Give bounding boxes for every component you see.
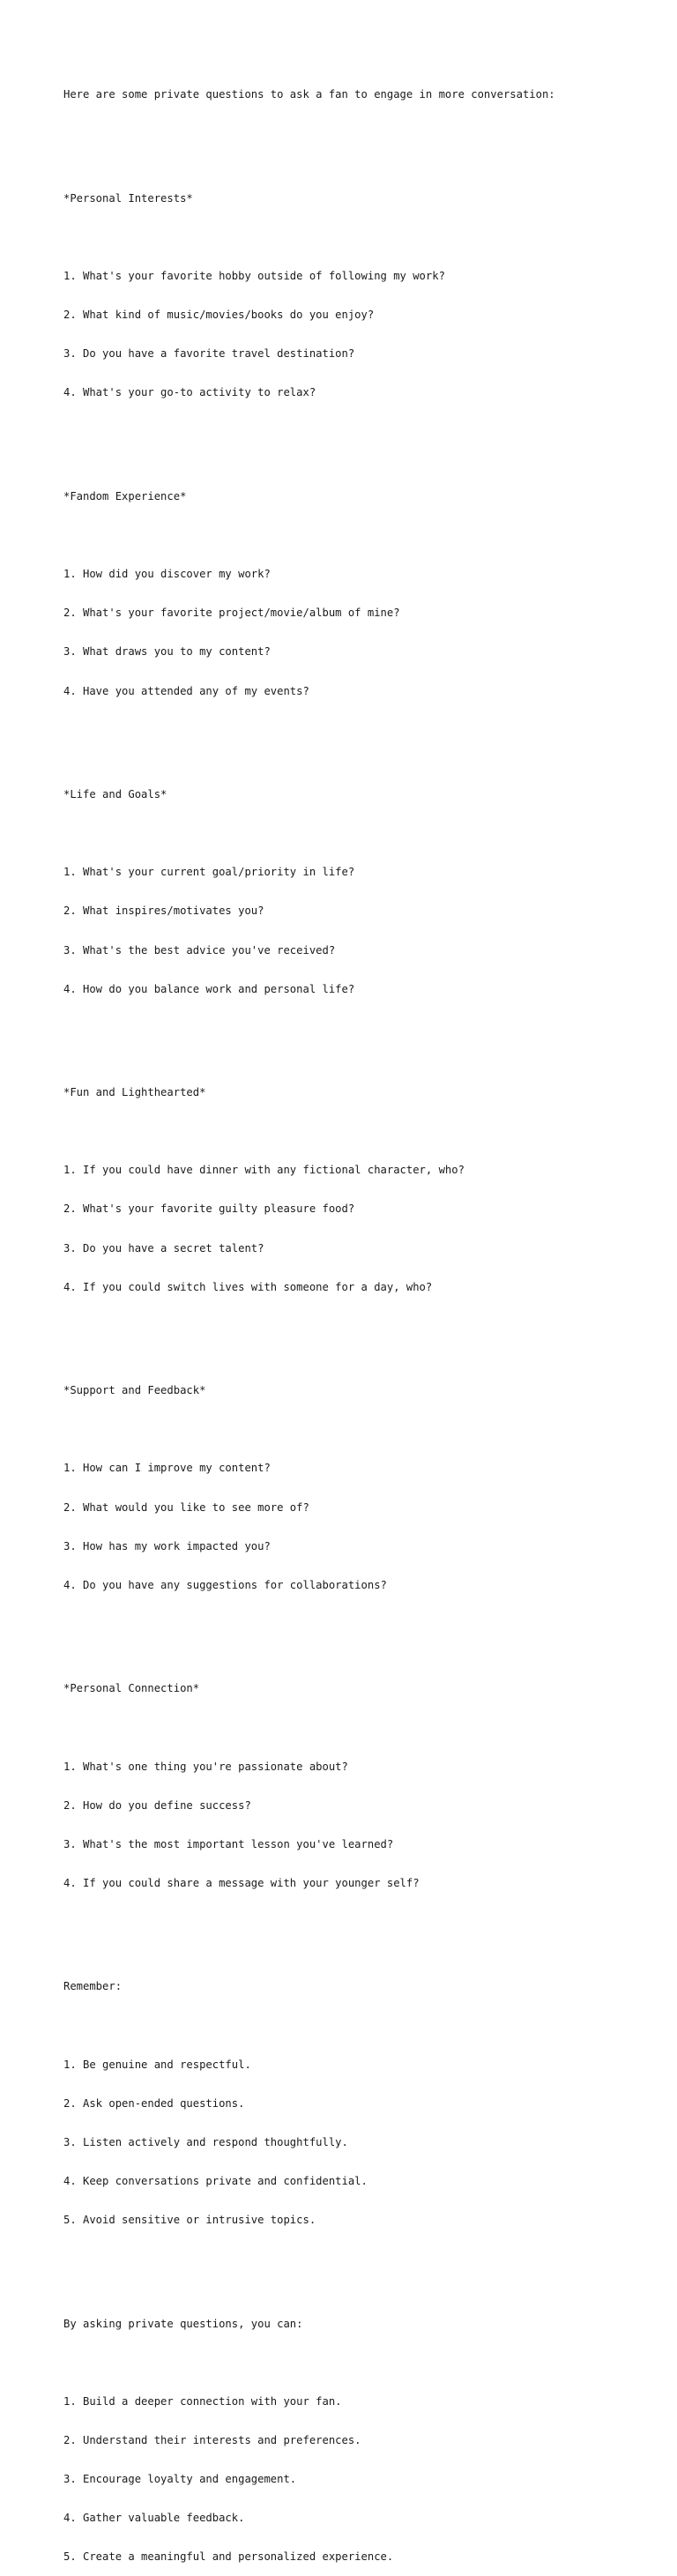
spacer bbox=[63, 827, 663, 840]
section-heading-personal-interests: *Personal Interests* bbox=[63, 192, 193, 205]
list-item: 4. If you could share a message with your younger self? bbox=[63, 1876, 420, 1889]
section-heading-support-and-feedback: *Support and Feedback* bbox=[63, 1384, 206, 1397]
list-item: 1. Build a deeper connection with your fan. bbox=[63, 2394, 342, 2408]
spacer bbox=[63, 1423, 663, 1436]
list-item: 2. How do you define success? bbox=[63, 1798, 251, 1812]
section-heading-fun-and-lighthearted: *Fun and Lighthearted* bbox=[63, 1086, 206, 1099]
list-item: 1. If you could have dinner with any fictional character, who? bbox=[63, 1164, 465, 1177]
list-item: 3. What's the best advice you've received? bbox=[63, 943, 336, 957]
spacer bbox=[63, 1618, 663, 1631]
list-item: 1. What's your favorite hobby outside of following my work? bbox=[63, 270, 445, 283]
spacer bbox=[63, 2252, 663, 2266]
list-item: 2. Understand their interests and preferences. bbox=[63, 2433, 361, 2446]
list-item: 4. If you could switch lives with someone for a day, who? bbox=[63, 1280, 433, 1293]
spacer bbox=[63, 231, 663, 244]
list-item: 3. Listen actively and respond thoughtfully. bbox=[63, 2135, 348, 2148]
list-item: 3. Encourage loyalty and engagement. bbox=[63, 2472, 297, 2485]
list-item: 2. What inspires/motivates you? bbox=[63, 905, 264, 918]
list-item: 3. What's the most important lesson you've learned? bbox=[63, 1837, 394, 1850]
list-item: 4. Gather valuable feedback. bbox=[63, 2512, 245, 2524]
spacer bbox=[63, 1320, 663, 1333]
section-heading-remember: Remember: bbox=[63, 1980, 123, 1993]
list-item: 3. Do you have a favorite travel destination? bbox=[63, 347, 355, 361]
list-item: 5. Avoid sensitive or intrusive topics. bbox=[63, 2213, 316, 2226]
list-item: 3. How has my work impacted you? bbox=[63, 1539, 271, 1552]
list-item: 4. What's your go-to activity to relax? bbox=[63, 386, 316, 399]
list-item: 4. How do you balance work and personal life? bbox=[63, 982, 355, 995]
list-item: 1. What's your current goal/priority in life? bbox=[63, 866, 355, 879]
list-item: 1. Be genuine and respectful. bbox=[63, 2058, 251, 2071]
section-heading-benefits: By asking private questions, you can: bbox=[63, 2317, 303, 2330]
section-heading-personal-connection: *Personal Connection* bbox=[63, 1682, 200, 1695]
spacer bbox=[63, 1125, 663, 1138]
list-item: 3. Do you have a secret talent? bbox=[63, 1241, 264, 1254]
intro-text: Here are some private questions to ask a fan to engage in more conversation: bbox=[63, 88, 555, 101]
spacer bbox=[63, 529, 663, 542]
list-item: 5. Create a meaningful and personalized experience. bbox=[63, 2550, 394, 2564]
list-item: 4. Do you have any suggestions for collaborations? bbox=[63, 1578, 387, 1591]
spacer bbox=[63, 1916, 663, 1929]
section-heading-life-and-goals: *Life and Goals* bbox=[63, 788, 167, 801]
list-item: 2. What's your favorite project/movie/album of mine? bbox=[63, 607, 400, 620]
spacer bbox=[63, 724, 663, 737]
list-item: 1. How did you discover my work? bbox=[63, 568, 271, 581]
list-item: 2. What's your favorite guilty pleasure food? bbox=[63, 1202, 355, 1216]
list-item: 1. What's one thing you're passionate about? bbox=[63, 1760, 348, 1773]
list-item: 4. Keep conversations private and confidential. bbox=[63, 2174, 368, 2187]
document-page bbox=[63, 63, 663, 2576]
list-item: 2. Ask open-ended questions. bbox=[63, 2096, 245, 2110]
spacer bbox=[63, 2356, 663, 2370]
spacer bbox=[63, 128, 663, 141]
list-item: 2. What would you like to see more of? bbox=[63, 1500, 309, 1514]
list-item: 1. How can I improve my content? bbox=[63, 1462, 271, 1475]
spacer bbox=[63, 1721, 663, 1734]
list-item: 2. What kind of music/movies/books do you enjoy? bbox=[63, 309, 375, 322]
list-item: 4. Have you attended any of my events? bbox=[63, 684, 309, 697]
spacer bbox=[63, 426, 663, 439]
spacer bbox=[63, 2019, 663, 2032]
section-heading-fandom-experience: *Fandom Experience* bbox=[63, 490, 187, 503]
spacer bbox=[63, 1022, 663, 1035]
list-item: 3. What draws you to my content? bbox=[63, 645, 271, 659]
